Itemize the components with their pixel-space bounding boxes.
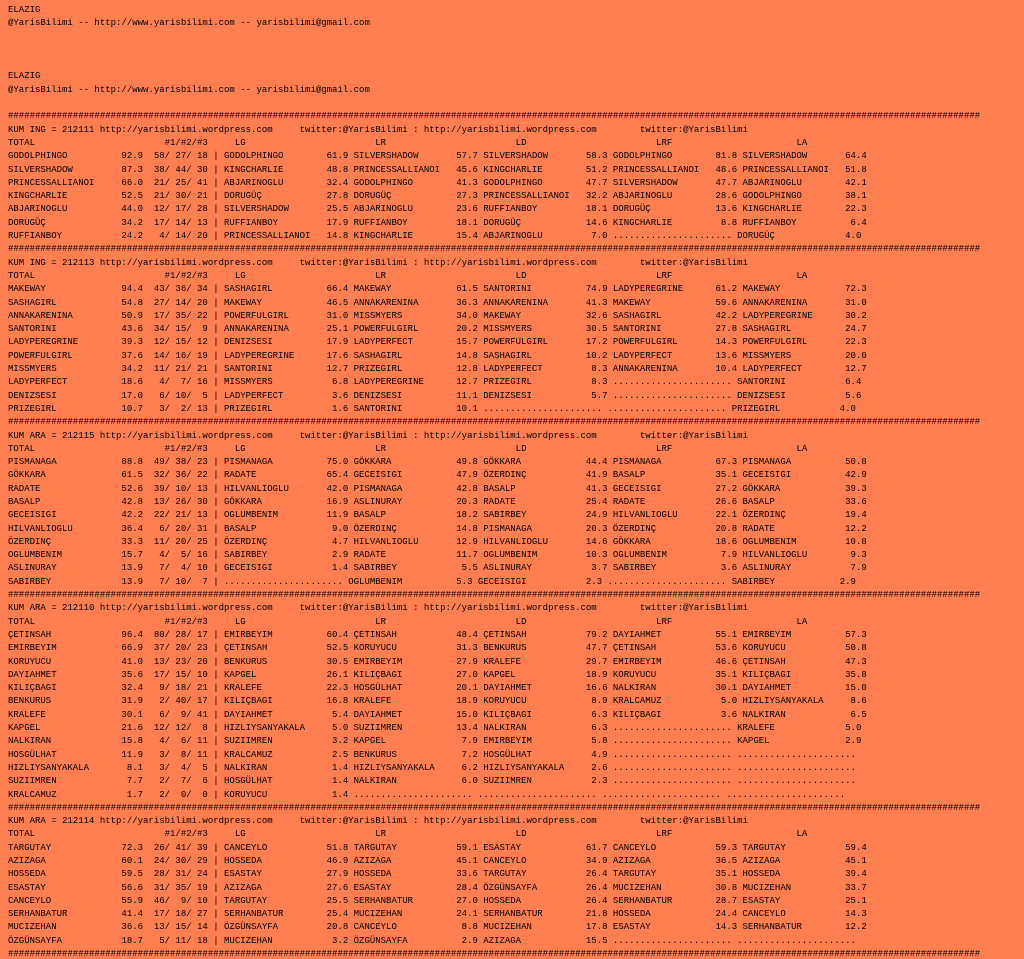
table-row: EMIRBEYIM 66.9 37/ 20/ 23 | ÇETINSAH 52.5 KORUYUCU 31.3 BENKURUS 47.7 ÇETINSAH 53.6 KORUYUCU 50.8 (8, 643, 867, 654)
table-row: KRALEFE 30.1 6/ 9/ 41 | DAYIAHMET 5.4 DAYIAHMET 15.0 KILIÇBAGI 6.3 KILIÇBAGI 3.6 NALKIRAN 6.5 (8, 709, 867, 720)
table-row: PRIZEGIRL 10.7 3/ 2/ 13 | PRIZEGIRL 1.6 SANTORINI 10.1 ...................... ...................... PRIZEGIRL 4.0 (8, 403, 856, 414)
separator: #################################################################################################################################################################################### (8, 417, 981, 428)
header-title-repeat: ELAZIG (8, 71, 41, 82)
table-row: PRINCESSALLIANOI 66.0 21/ 25/ 41 | ABJARINOGLU 32.4 GODOLPHINGO 41.3 GODOLPHINGO 47.7 SILVERSHADOW 47.7 ABJARINOGLU 42.1 (8, 177, 867, 188)
separator: #################################################################################################################################################################################### (8, 949, 981, 959)
table-row: GECEISIGI 42.2 22/ 21/ 13 | OGLUMBENIM 11.9 BASALP 18.2 SABIRBEY 24.9 HILVANLIOGLU 22.1 ÖZERDINÇ 19.4 (8, 510, 867, 521)
table-row: KILIÇBAGI 32.4 9/ 18/ 21 | KRALEFE 22.3 HOSGÜLHAT 20.1 DAYIAHMET 16.6 NALKIRAN 30.1 DAYIAHMET 15.0 (8, 683, 867, 694)
table-row: KORUYUCU 41.0 13/ 23/ 20 | BENKURUS 30.5 EMIRBEYIM 27.9 KRALEFE 29.7 EMIRBEYIM 46.6 ÇETINSAH 47.3 (8, 656, 867, 667)
table-row: BENKURUS 31.9 2/ 40/ 17 | KILIÇBAGI 16.8 KRALEFE 18.9 KORUYUCU 8.9 KRALCAMUZ 5.0 HIZLIYSANYAKALA 8.6 (8, 696, 867, 707)
table-row: ANNAKARENINA 50.9 17/ 35/ 22 | POWERFULGIRL 31.0 MISSMYERS 34.0 MAKEWAY 32.6 SASHAGIRL 42.2 LADYPEREGRINE 30.2 (8, 310, 867, 321)
section-title: KUM ARA = 212110 http://yarisbilimi.wordpress.com twitter:@YarisBilimi : http://yarisbilimi.wordpress.com twitter:@YarisBilimi (8, 603, 748, 614)
section-title: KUM ARA = 212114 http://yarisbilimi.wordpress.com twitter:@YarisBilimi : http://yarisbilimi.wordpress.com twitter:@YarisBilimi (8, 816, 748, 827)
section-column-header: TOTAL #1/#2/#3 LG LR LD LRF LA (8, 137, 808, 148)
table-row: AZIZAGA 60.1 24/ 30/ 29 | HOSSEDA 46.9 AZIZAGA 45.1 CANCEYLO 34.9 AZIZAGA 36.5 AZIZAGA 45.1 (8, 856, 867, 866)
table-row: CANCEYLO 55.9 46/ 9/ 10 | TARGUTAY 25.5 SERHANBATUR 27.0 HOSSEDA 26.4 SERHANBATUR 28.7 ESASTAY 25.1 (8, 895, 867, 906)
separator: #################################################################################################################################################################################### (8, 802, 981, 813)
race-sections (8, 125, 980, 959)
section-title: KUM ARA = 212115 http://yarisbilimi.wordpress.com twitter:@YarisBilimi : http://yarisbilimi.wordpress.com twitter:@YarisBilimi (8, 430, 748, 441)
table-row: ÇETINSAH 96.4 80/ 28/ 17 | EMIRBEYIM 60.4 ÇETINSAH 48.4 ÇETINSAH 79.2 DAYIAHMET 55.1 EMIRBEYIM 57.3 (8, 629, 867, 640)
section-title: KUM ING = 212113 http://yarisbilimi.wordpress.com twitter:@YarisBilimi : http://yarisbilimi.wordpress.com twitter:@YarisBilimi (8, 257, 748, 268)
header-contact-repeat: @YarisBilimi -- http://www.yarisbilimi.com -- yarisbilimi@gmail.com (8, 84, 370, 95)
table-row: SILVERSHADOW 87.3 38/ 44/ 30 | KINGCHARLIE 48.8 PRINCESSALLIANOI 45.6 KINGCHARLIE 51.2 PRINCESSALLIANOI 48.6 PRINCESSALLIANOI 51.8 (8, 164, 867, 175)
separator: #################################################################################################################################################################################### (8, 244, 981, 255)
header-title: ELAZIG (8, 5, 41, 15)
section-column-header: TOTAL #1/#2/#3 LG LR LD LRF LA (8, 443, 808, 454)
table-row: LADYPERFECT 18.6 4/ 7/ 16 | MISSMYERS 6.8 LADYPEREGRINE 12.7 PRIZEGIRL 8.3 ...................... SANTORINI 6.4 (8, 377, 862, 388)
separator: #################################################################################################################################################################################### (8, 111, 981, 122)
table-row: SUZIIMREN 7.7 2/ 7/ 6 | HOSGÜLHAT 1.4 NALKIRAN 6.0 SUZIIMREN 2.3 ...................... ...................... (8, 776, 856, 787)
table-row: DORUGÜÇ 34.2 17/ 14/ 13 | RUFFIANBOY 17.9 RUFFIANBOY 18.1 DORUGÜÇ 14.6 KINGCHARLIE 8.8 RUFFIANBOY 6.4 (8, 217, 867, 228)
table-row: GÖKKARA 61.5 32/ 36/ 22 | RADATE 65.4 GECEISIGI 47.9 ÖZERDINÇ 41.9 BASALP 35.1 GECEISIGI 42.9 (8, 470, 867, 481)
table-row: TARGUTAY 72.3 26/ 41/ 39 | CANCEYLO 51.8 TARGUTAY 59.1 ESASTAY 61.7 CANCEYLO 59.3 TARGUTAY 59.4 (8, 842, 867, 853)
section-column-header: TOTAL #1/#2/#3 LG LR LD LRF LA (8, 829, 808, 840)
section-title: KUM ING = 212111 http://yarisbilimi.wordpress.com twitter:@YarisBilimi : http://yarisbilimi.wordpress.com twitter:@YarisBilimi (8, 124, 748, 135)
table-row: BASALP 42.8 13/ 26/ 30 | GÖKKARA 16.9 ASLINURAY 20.3 RADATE 25.4 RADATE 26.6 BASALP 33.6 (8, 496, 867, 507)
table-row: RADATE 52.6 39/ 10/ 13 | HILVANLIOGLU 42.0 PISMANAGA 42.8 BASALP 41.3 GECEISIGI 27.2 GÖKKARA 39.3 (8, 483, 867, 494)
table-row: DAYIAHMET 35.6 17/ 15/ 10 | KAPGEL 26.1 KILIÇBAGI 27.0 KAPGEL 18.9 KORUYUCU 35.1 KILIÇBAGI 35.8 (8, 669, 867, 680)
report-text (8, 4, 1024, 959)
table-row: LADYPEREGRINE 39.3 12/ 15/ 12 | DENIZSESI 17.9 LADYPERFECT 15.7 POWERFULGIRL 17.2 POWERFULGIRL 14.3 POWERFULGIRL 22.3 (8, 337, 867, 348)
table-row: SABIRBEY 13.9 7/ 10/ 7 | ...................... OGLUMBENIM 5.3 GECEISIGI 2.3 ...................... SABIRBEY 2.9 (8, 576, 856, 587)
table-row: GODOLPHINGO 92.9 58/ 27/ 18 | GODOLPHINGO 61.9 SILVERSHADOW 57.7 SILVERSHADOW 58.3 GODOLPHINGO 81.8 SILVERSHADOW 64.4 (8, 151, 867, 162)
table-row: DENIZSESI 17.0 6/ 10/ 5 | LADYPERFECT 3.6 DENIZSESI 11.1 DENIZSESI 5.7 ...................... DENIZSESI 5.6 (8, 390, 862, 401)
table-row: KRALCAMUZ 1.7 2/ 0/ 0 | KORUYUCU 1.4 ...................... ...................... ...................... ...................... (8, 789, 846, 800)
table-row: HOSSEDA 59.5 28/ 31/ 24 | ESASTAY 27.9 HOSSEDA 33.6 TARGUTAY 26.4 TARGUTAY 35.1 HOSSEDA 39.4 (8, 869, 867, 880)
table-row: SASHAGIRL 54.8 27/ 14/ 20 | MAKEWAY 46.5 ANNAKARENINA 36.3 ANNAKARENINA 41.3 MAKEWAY 59.6 ANNAKARENINA 31.0 (8, 297, 867, 308)
table-row: HOSGÜLHAT 11.9 3/ 8/ 11 | KRALCAMUZ 2.5 BENKURUS 7.2 HOSGÜLHAT 4.9 ...................... ...................... (8, 749, 856, 760)
table-row: MISSMYERS 34.2 11/ 21/ 21 | SANTORINI 12.7 PRIZEGIRL 12.8 LADYPERFECT 8.3 ANNAKARENINA 10.4 LADYPERFECT 12.7 (8, 364, 867, 375)
table-row: NALKIRAN 15.8 4/ 6/ 11 | SUZIIMREN 3.2 KAPGEL 7.9 EMIRBEYIM 5.8 ...................... KAPGEL 2.9 (8, 736, 862, 747)
table-row: ESASTAY 56.6 31/ 35/ 19 | AZIZAGA 27.6 ESASTAY 28.4 ÖZGÜNSAYFA 26.4 MUCIZEHAN 30.8 MUCIZEHAN 33.7 (8, 882, 867, 893)
table-row: ABJARINOGLU 44.0 12/ 17/ 28 | SILVERSHADOW 25.5 ABJARINOGLU 23.6 RUFFIANBOY 18.1 DORUGÜÇ 13.6 KINGCHARLIE 22.3 (8, 204, 867, 215)
table-row: KAPGEL 21.6 12/ 12/ 8 | HIZLIYSANYAKALA 5.0 SUZIIMREN 13.4 NALKIRAN 6.3 ...................... KRALEFE 5.0 (8, 723, 862, 734)
section-column-header: TOTAL #1/#2/#3 LG LR LD LRF LA (8, 270, 808, 281)
table-row: OGLUMBENIM 15.7 4/ 5/ 16 | SABIRBEY 2.9 RADATE 11.7 OGLUMBENIM 10.3 OGLUMBENIM 7.9 HILVANLIOGLU 9.3 (8, 550, 867, 561)
table-row: ÖZGÜNSAYFA 18.7 5/ 11/ 18 | MUCIZEHAN 3.2 ÖZGÜNSAYFA 2.9 AZIZAGA 15.5 ...................... ...................... (8, 935, 856, 946)
table-row: ASLINURAY 13.9 7/ 4/ 10 | GECEISIGI 1.4 SABIRBEY 5.5 ASLINURAY 3.7 SABIRBEY 3.6 ASLINURAY 7.9 (8, 563, 867, 574)
table-row: SANTORINI 43.6 34/ 15/ 9 | ANNAKARENINA 25.1 POWERFULGIRL 20.2 MISSMYERS 30.5 SANTORINI 27.8 SASHAGIRL 24.7 (8, 324, 867, 335)
table-row: KINGCHARLIE 52.5 21/ 30/ 21 | DORUGÜÇ 27.8 DORUGÜÇ 27.3 PRINCESSALLIANOI 32.2 ABJARINOGLU 28.6 GODOLPHINGO 38.1 (8, 191, 867, 202)
separator: #################################################################################################################################################################################### (8, 590, 981, 601)
table-row: ÖZERDINÇ 33.3 11/ 20/ 25 | ÖZERDINÇ 4.7 HILVANLIOGLU 12.9 HILVANLIOGLU 14.6 GÖKKARA 18.6 OGLUMBENIM 10.8 (8, 536, 867, 547)
table-row: RUFFIANBOY 24.2 4/ 14/ 20 | PRINCESSALLIANOI 14.8 KINGCHARLIE 15.4 ABJARINOGLU 7.0 ...................... DORUGÜÇ 4.0 (8, 231, 862, 242)
table-row: POWERFULGIRL 37.6 14/ 16/ 19 | LADYPEREGRINE 17.6 SASHAGIRL 14.8 SASHAGIRL 10.2 LADYPERFECT 13.6 MISSMYERS 20.0 (8, 350, 867, 361)
table-row: MAKEWAY 94.4 43/ 36/ 34 | SASHAGIRL 66.4 MAKEWAY 61.5 SANTORINI 74.9 LADYPEREGRINE 61.2 MAKEWAY 72.3 (8, 284, 867, 295)
header-contact: @YarisBilimi -- http://www.yarisbilimi.com -- yarisbilimi@gmail.com (8, 18, 370, 29)
table-row: PISMANAGA 88.8 49/ 38/ 23 | PISMANAGA 75.0 GÖKKARA 49.8 GÖKKARA 44.4 PISMANAGA 67.3 PISMANAGA 50.8 (8, 457, 867, 468)
table-row: MUCIZEHAN 36.6 13/ 15/ 14 | ÖZGÜNSAYFA 20.8 CANCEYLO 8.8 MUCIZEHAN 17.8 ESASTAY 14.3 SERHANBATUR 12.2 (8, 922, 867, 933)
table-row: HILVANLIOGLU 36.4 6/ 20/ 31 | BASALP 9.0 ÖZERDINÇ 14.8 PISMANAGA 20.3 ÖZERDINÇ 20.8 RADATE 12.2 (8, 523, 867, 534)
section-column-header: TOTAL #1/#2/#3 LG LR LD LRF LA (8, 616, 808, 627)
table-row: HIZLIYSANYAKALA 8.1 3/ 4/ 5 | NALKIRAN 1.4 HIZLIYSANYAKALA 6.2 HIZLIYSANYAKALA 2.6 ...................... ...................... (8, 762, 856, 773)
table-row: SERHANBATUR 41.4 17/ 18/ 27 | SERHANBATUR 25.4 MUCIZEHAN 24.1 SERHANBATUR 21.8 HOSSEDA 24.4 CANCEYLO 14.3 (8, 909, 867, 920)
